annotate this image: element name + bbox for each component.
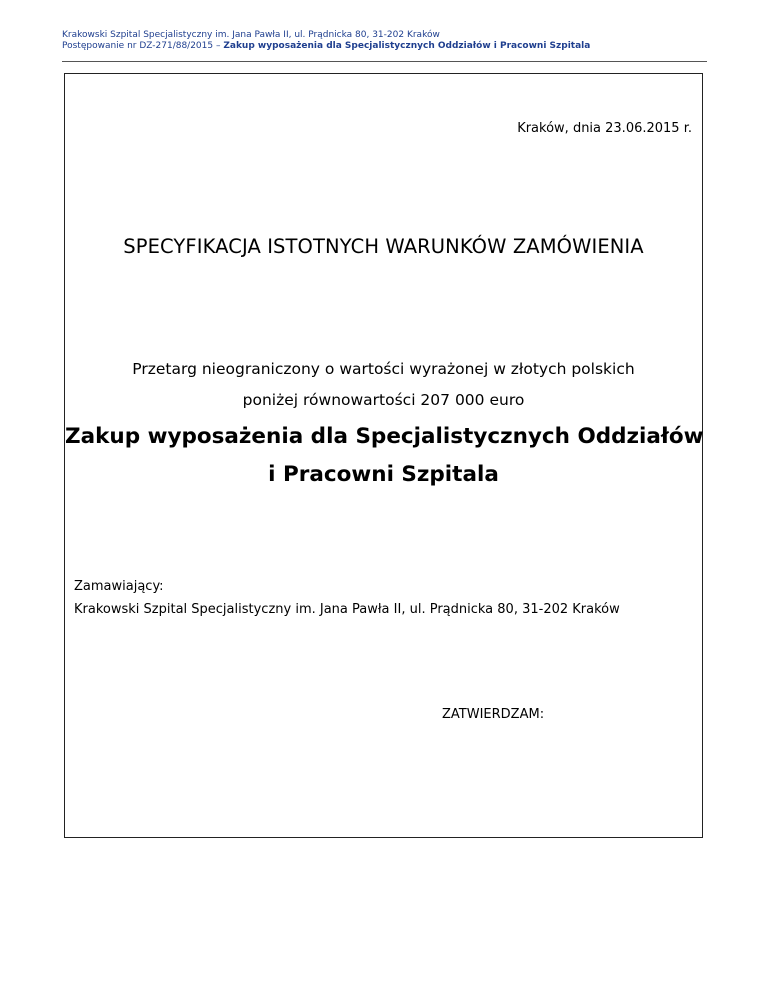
title-page-frame <box>64 73 703 838</box>
buyer-name: Krakowski Szpital Specjalistyczny im. Jana Pawła II, ul. Prądnicka 80, 31-202 Kraków <box>74 602 620 617</box>
running-header <box>62 30 707 52</box>
header-procedure-number: Postępowanie nr DZ-271/88/2015 – <box>62 41 224 51</box>
procedure-type: Przetarg nieograniczony o wartości wyrażonej w złotych polskich <box>132 360 635 378</box>
header-hospital-line: Krakowski Szpital Specjalistyczny im. Jana Pawła II, ul. Prądnicka 80, 31-202 Kraków <box>62 30 440 40</box>
document-title: SPECYFIKACJA ISTOTNYCH WARUNKÓW ZAMÓWIENIA <box>123 235 644 258</box>
order-subject-line-1: Zakup wyposażenia dla Specjalistycznych Oddziałów <box>65 424 704 449</box>
document-date: Kraków, dnia 23.06.2015 r. <box>517 121 692 136</box>
header-procedure-subject: Zakup wyposażenia dla Specjalistycznych Oddziałów i Pracowni Szpitala <box>223 41 591 51</box>
buyer-label: Zamawiający: <box>74 579 164 594</box>
header-procedure-line <box>62 41 707 52</box>
header-divider <box>62 61 707 62</box>
order-subject <box>65 418 702 494</box>
approval-label: ZATWIERDZAM: <box>442 707 545 722</box>
order-subject-line-2: i Pracowni Szpitala <box>268 462 499 487</box>
value-threshold: poniżej równowartości 207 000 euro <box>242 391 525 409</box>
